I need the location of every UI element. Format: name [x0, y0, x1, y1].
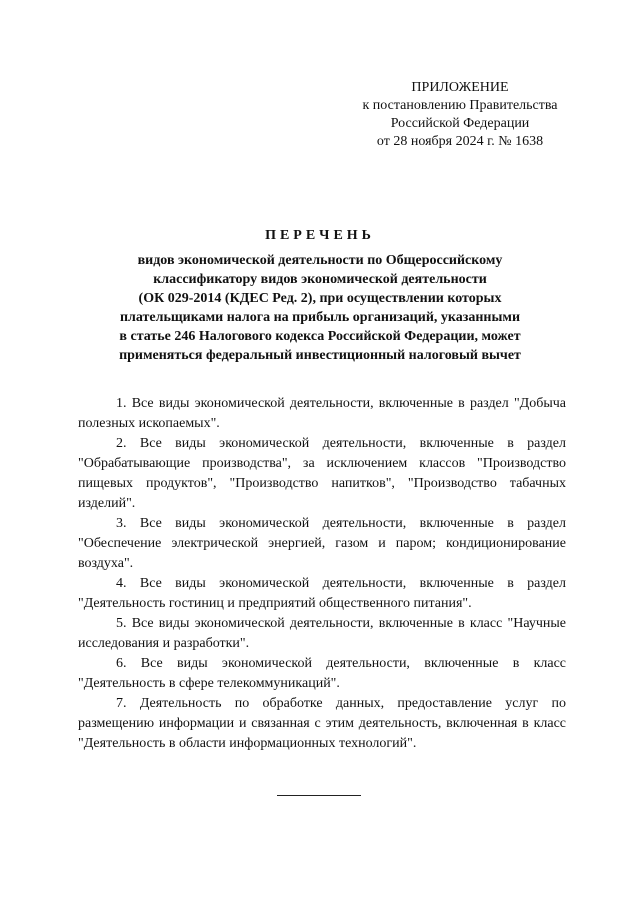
item-number: 7.: [116, 696, 127, 711]
list-item: [78, 394, 566, 434]
appendix-date-number-line: от 28 ноября 2024 г. № 1638: [376, 134, 544, 149]
subtitle-line: (ОК 029-2014 (КДЕС Ред. 2), при осуществлении которых: [138, 291, 502, 306]
item-number: 5.: [116, 616, 127, 631]
item-number: 1.: [116, 396, 127, 411]
document-subtitle: [60, 251, 580, 365]
activity-list: [78, 394, 566, 754]
subtitle-line: плательщиками налога на прибыль организаций, указанными: [119, 310, 521, 325]
subtitle-line: в статье 246 Налогового кодекса Российской Федерации, может: [119, 329, 521, 344]
item-text: Все виды экономической деятельности, включенные в раздел "Добыча полезных ископаемых".: [78, 396, 567, 431]
item-text: Все виды экономической деятельности, включенные в раздел "Обрабатывающие производства", за исключением классов "Производство пищевых продуктов", "Производство напитков", "Производство табачных изделий".: [78, 436, 566, 511]
item-text: Все виды экономической деятельности, включенные в раздел "Деятельность гостиниц и предприятий общественного питания".: [78, 576, 566, 611]
item-text: Все виды экономической деятельности, включенные в класс "Научные исследования и разработки".: [78, 616, 566, 651]
item-number: 6.: [116, 656, 127, 671]
subtitle-line: видов экономической деятельности по Общероссийскому: [137, 253, 503, 268]
list-item: [78, 514, 566, 574]
list-item: [78, 654, 566, 694]
list-item: [78, 574, 566, 614]
subtitle-line: классификатору видов экономической деятельности: [153, 272, 487, 287]
subtitle-line: применяться федеральный инвестиционный налоговый вычет: [119, 348, 521, 363]
item-number: 4.: [116, 576, 127, 591]
item-text: Деятельность по обработке данных, предоставление услуг по размещению информации и связанная с этим деятельность, включенная в класс "Деятельность в области информационных технологий".: [78, 696, 567, 751]
appendix-resolution-line: к постановлению Правительства: [362, 98, 558, 113]
appendix-label: ПРИЛОЖЕНИЕ: [411, 80, 509, 95]
item-number: 2.: [116, 436, 127, 451]
item-number: 3.: [116, 516, 127, 531]
list-item: [78, 614, 566, 654]
list-item: [78, 694, 566, 754]
document-title: ПЕРЕЧЕНЬ: [265, 228, 375, 243]
item-text: Все виды экономической деятельности, включенные в раздел "Обеспечение электрической энергией, газом и паром; кондиционирование воздуха".: [78, 516, 566, 571]
list-item: [78, 434, 566, 514]
item-text: Все виды экономической деятельности, включенные в класс "Деятельность в сфере телекоммуникаций".: [78, 656, 567, 691]
appendix-government-line: Российской Федерации: [390, 116, 530, 131]
end-separator-line: [277, 795, 361, 796]
appendix-header: [330, 79, 590, 151]
